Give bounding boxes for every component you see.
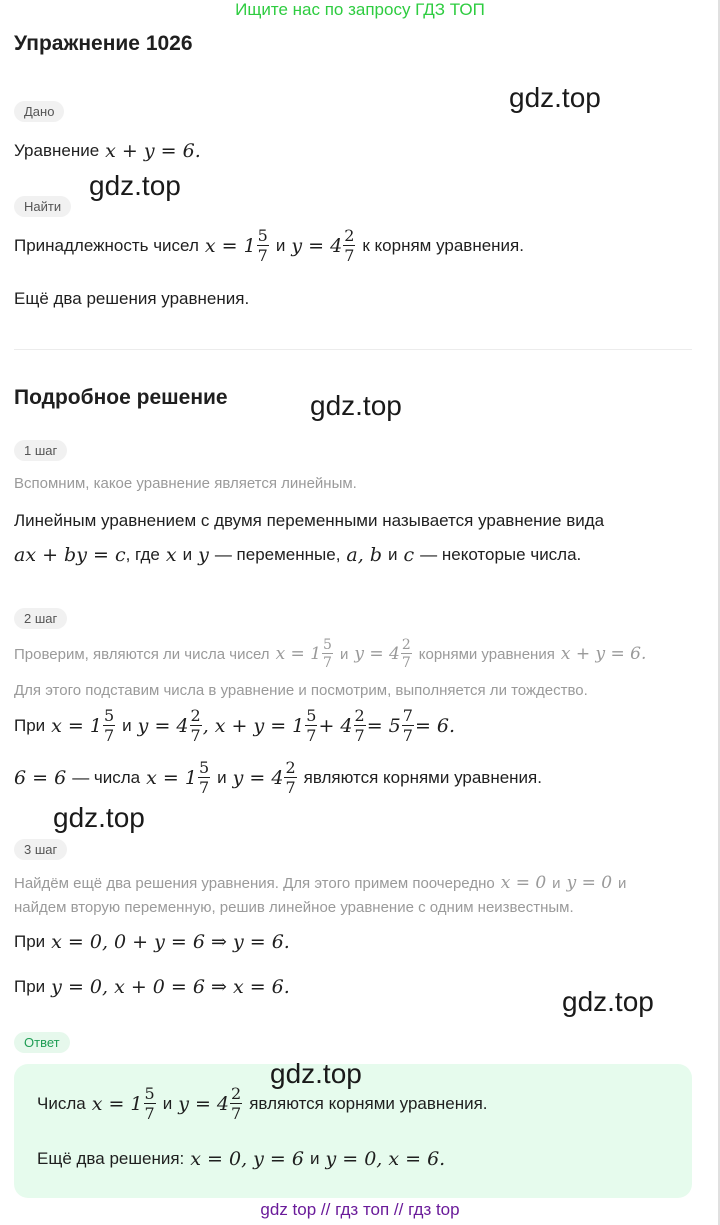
step1-line1: Линейным уравнением с двумя переменными называется уравнение вида — [14, 511, 605, 530]
watermark: gdz.top — [270, 1058, 362, 1089]
step3-line1: При x = 0, 0 + y = 6 ⇒ y = 6. — [14, 931, 290, 953]
divider — [14, 349, 692, 350]
step3-hint1: Найдём ещё два решения уравнения. Для этого примем поочередно x = 0 и y = 0 и — [14, 873, 627, 893]
step3-line2: При y = 0, x + 0 = 6 ⇒ x = 6. — [14, 976, 290, 998]
step1-chip: 1 шаг — [14, 440, 67, 461]
page-title: Упражнение 1026 — [14, 32, 193, 55]
step1-line2: ax + by = c , где x и y — переменные, a, b и c — некоторые числа. — [14, 544, 582, 566]
given-chip: Дано — [14, 101, 64, 122]
find-line2: Ещё два решения уравнения. — [14, 289, 250, 308]
step2-line2: 6 = 6 — числа x = 1 $\frac{5}{7}$ и y = 4 $\frac{2}{7}$ являются корнями уравнения. — [14, 758, 542, 797]
step3-hint2: найдем вторую переменную, решив линейное уравнение с одним неизвестным. — [14, 899, 574, 916]
watermark: gdz.top — [310, 390, 402, 421]
find-chip: Найти — [14, 196, 71, 217]
watermark: gdz.top — [89, 170, 181, 201]
step2-line1: При x = 1 $\frac{5}{7}$ и y = 4 $\frac{2}{7}$ , x + y = 1 $\frac{5}{7}$ + 4 $\frac{2}{7}$ = 5 $\frac{7}{7}$ = 6. — [14, 706, 456, 745]
footer-links[interactable]: gdz top // гдз топ // гдз top — [260, 1200, 460, 1219]
solution-title: Подробное решение — [14, 386, 228, 409]
step2-hint1: Проверим, являются ли числа чисел x = 1 $\frac{5}{7}$ и y = 4 $\frac{2}{7}$ корнями уравнения x + y = 6. — [14, 637, 647, 671]
watermark: gdz.top — [562, 986, 654, 1017]
answer-chip: Ответ — [14, 1032, 70, 1053]
watermark: gdz.top — [53, 802, 145, 833]
step3-chip: 3 шаг — [14, 839, 67, 860]
find-line1: Принадлежность чисел x = 1 $\frac{5}{7}$ и y = 4 $\frac{2}{7}$ к корням уравнения. — [14, 226, 524, 265]
top-banner: Ищите нас по запросу ГДЗ ТОП — [235, 0, 485, 19]
step1-hint: Вспомним, какое уравнение является линейным. — [14, 475, 357, 492]
given-text: Уравнение x + y = 6. — [14, 140, 201, 162]
answer-line1: Числа x = 1 $\frac{5}{7}$ и y = 4 $\frac{2}{7}$ являются корнями уравнения. — [37, 1084, 488, 1123]
answer-line2: Ещё два решения: x = 0, y = 6 и y = 0, x = 6. — [37, 1148, 446, 1170]
step2-chip: 2 шаг — [14, 608, 67, 629]
step2-hint2: Для этого подставим числа в уравнение и посмотрим, выполняется ли тождество. — [14, 682, 588, 699]
watermark: gdz.top — [509, 82, 601, 113]
